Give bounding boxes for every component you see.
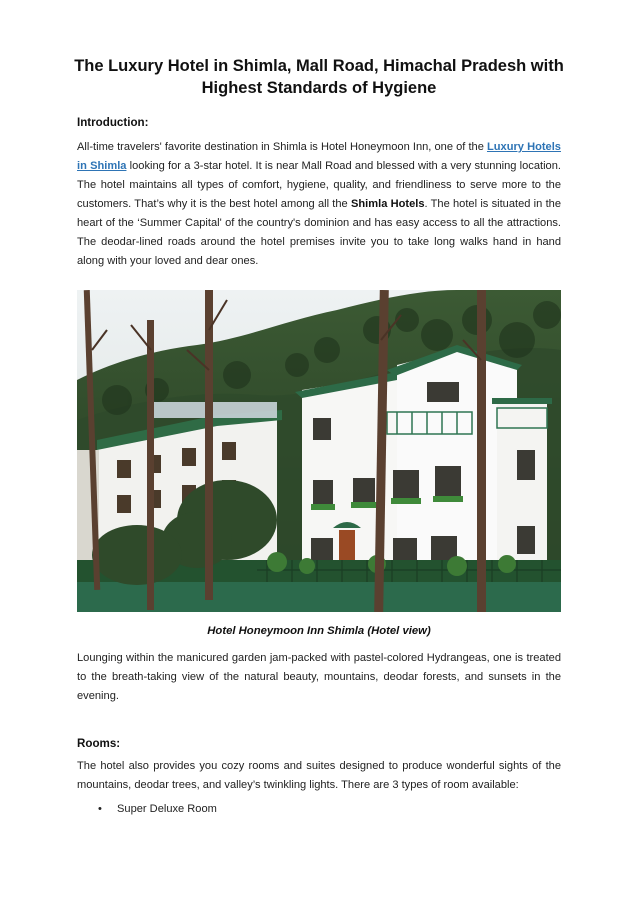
lounging-paragraph: Lounging within the manicured garden jam-packed with pastel-colored Hydrangeas, one is treated to the breath-taking view of the natural beauty, mountains, deodar forests, and sunsets in the evening. [77,652,561,702]
shimla-hotels-bold: Shimla Hotels [350,198,425,210]
intro-text-2: looking for a 3-star hotel. It is near Mall Road and blessed with a very stunning location. The hotel maintains all types of comfort, hygiene, quality, and friendliness to serve more to the customers. That’s why it is the best hotel among all the [77,160,561,210]
intro-text-3: . The hotel is situated in the heart of the ‘Summer Capital' of the country's dominion and has easy access to all the attractions. The deodar-lined roads around the hotel premises invite you to take long walks hand in hand along with your loved and dear ones. [77,198,561,267]
photo-caption: Hotel Honeymoon Inn Shimla (Hotel view) [207,625,431,637]
rooms-paragraph: The hotel also provides you cozy rooms and suites designed to produce wonderful sights of the mountains, deodar trees, and valley’s twinkling lights. There are 3 types of room available: [77,760,561,791]
intro-text-1: All-time travelers' favorite destination in Shimla is Hotel Honeymoon Inn, one of the [77,141,487,153]
bullet-icon: • [98,803,102,815]
rooms-heading: Rooms: [77,737,121,750]
room-types-list [77,800,217,819]
document-title: The Luxury Hotel in Shimla, Mall Road, Himachal Pradesh with Highest Standards of Hygiene [74,57,564,97]
introduction-paragraph [77,138,561,271]
list-item [77,800,217,819]
hotel-photo [77,290,561,612]
luxury-hotels-link[interactable]: Luxury Hotels in Shimla [77,141,561,172]
room-type-label: Super Deluxe Room [117,803,217,815]
introduction-heading: Introduction: [77,116,149,129]
